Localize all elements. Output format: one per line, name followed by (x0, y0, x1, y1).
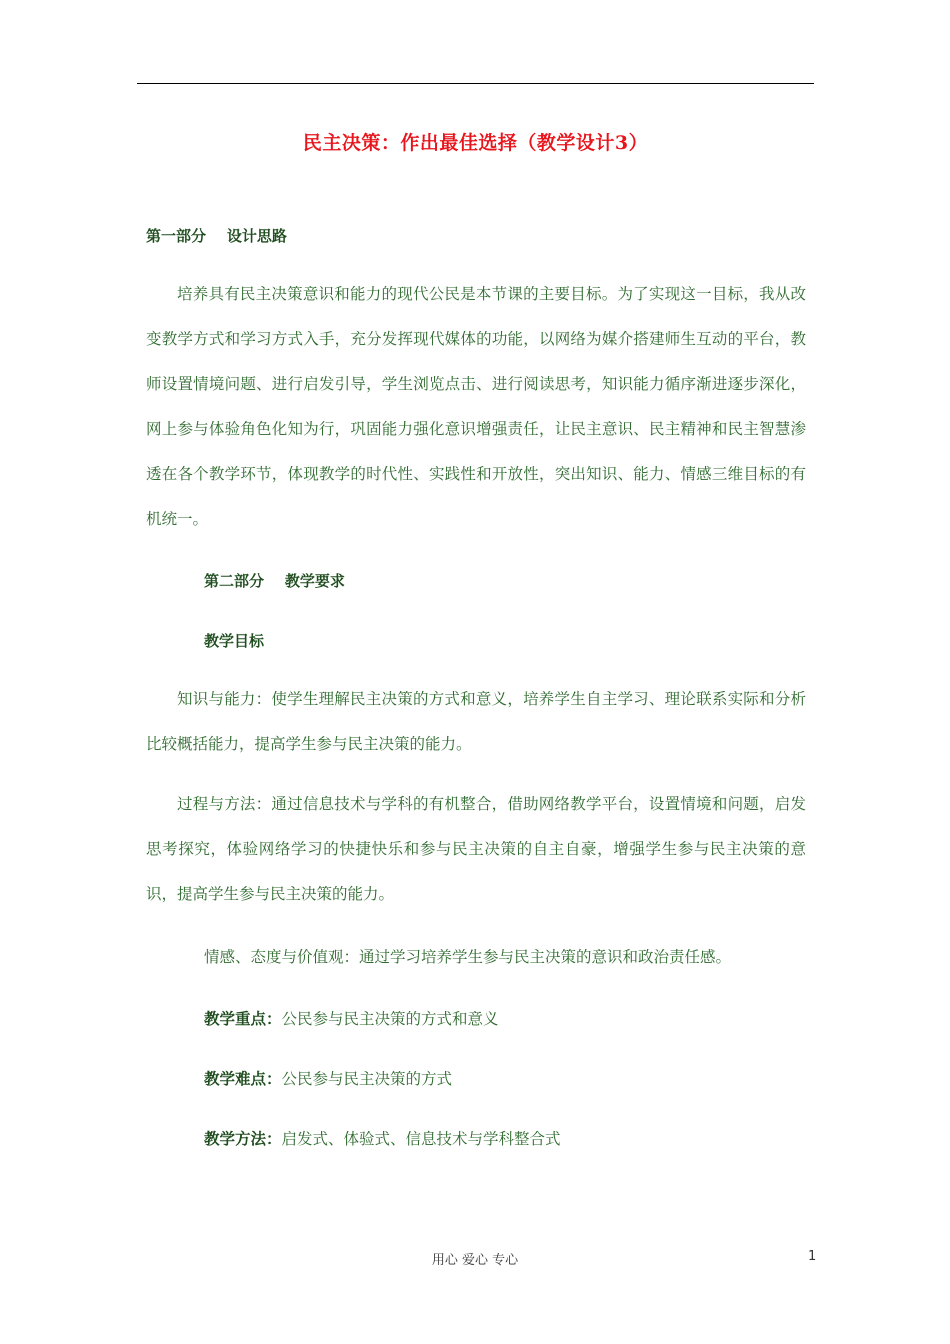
difficulty-label: 教学难点： (204, 1069, 282, 1088)
goals-heading: 教学目标 (204, 632, 265, 650)
section1-paragraph: 培养具有民主决策意识和能力的现代公民是本节课的主要目标。为了实现这一目标，我从改变教学方式和学习方式入手，充分发挥现代媒体的功能，以网络为媒介搭建师生互动的平台，教师设置情境问题、进行启发引导，学生浏览点击、进行阅读思考，知识能力循序渐进逐步深化，网上参与体验角色化知为行，巩固能力强化意识增强责任，让民主意识、民主精神和民主智慧渗透在各个教学环节，体现教学的时代性、实践性和开放性，突出知识、能力、情感三维目标的有机统一。 (146, 285, 806, 528)
goal-process-paragraph: 过程与方法：通过信息技术与学科的有机整合，借助网络教学平台，设置情境和问题，启发思考探究，体验网络学习的快捷快乐和参与民主决策的自主自豪，增强学生参与民主决策的意识，提高学生参与民主决策的能力。 (146, 795, 806, 903)
difficulty-line (204, 1067, 452, 1089)
key-point-text: 公民参与民主决策的方式和意义 (281, 1010, 499, 1028)
document-title: 民主决策：作出最佳选择（教学设计3） (302, 132, 649, 154)
section1-heading: 第一部分 设计思路 (146, 227, 287, 245)
page-number: 1 (808, 1249, 817, 1264)
key-point-label: 教学重点： (204, 1009, 282, 1028)
method-text: 启发式、体验式、信息技术与学科整合式 (281, 1130, 561, 1148)
section2-heading: 第二部分 教学要求 (204, 572, 345, 590)
goal-emotion-line: 情感、态度与价值观：通过学习培养学生参与民主决策的意识和政治责任感。 (204, 948, 732, 966)
method-label: 教学方法： (204, 1129, 282, 1148)
header-rule (137, 83, 814, 84)
difficulty-text: 公民参与民主决策的方式 (281, 1070, 453, 1088)
footer-text: 用心 爱心 专心 (431, 1253, 519, 1268)
key-point-line (204, 1007, 499, 1029)
method-line (204, 1127, 561, 1149)
goal-knowledge-paragraph: 知识与能力：使学生理解民主决策的方式和意义，培养学生自主学习、理论联系实际和分析比较概括能力，提高学生参与民主决策的能力。 (146, 690, 806, 753)
